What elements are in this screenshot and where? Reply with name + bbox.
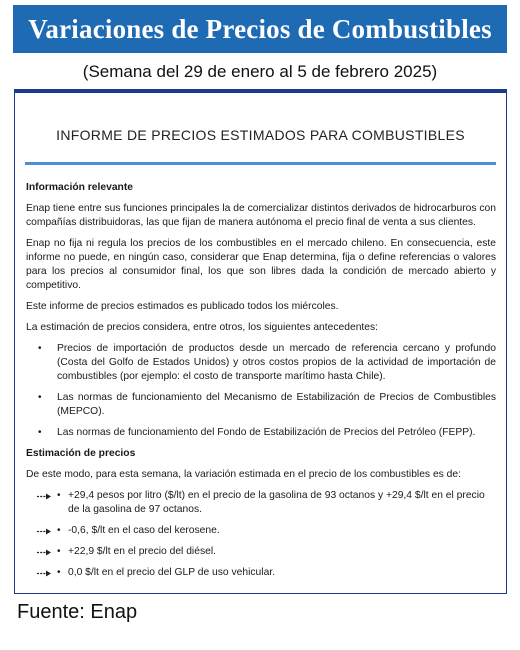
report-title: INFORME DE PRECIOS ESTIMADOS PARA COMBUSTIBLES — [56, 127, 465, 143]
list-item-text: Precios de importación de productos desde un mercado de referencia cercano y profundo (Costa del Golfo de Estados Unidos) y otros costos propios de la actividad de importación de combustibles (por ejemplo: el costo de transporte marítimo hasta Chile). — [57, 343, 496, 382]
list-item-text: Las normas de funcionamiento del Fondo de Estabilización de Precios del Petróleo (FEPP). — [57, 427, 476, 438]
page-title: Variaciones de Precios de Combustibles — [28, 13, 492, 44]
list-item-text: +29,4 pesos por litro ($/lt) en el precio de la gasolina de 93 octanos y +29,4 $/lt en el precio de la gasolina de 97 octanos. — [68, 490, 485, 515]
list-item — [26, 566, 496, 580]
list-item-text: 0,0 $/lt en el precio del GLP de uso vehicular. — [68, 567, 276, 578]
right-arrow-icon — [36, 570, 52, 577]
list-item — [26, 524, 496, 538]
paragraph: La estimación de precios considera, entre otros, los siguientes antecedentes: — [26, 322, 379, 333]
bullet-icon: • — [57, 525, 61, 536]
list-item-text: Las normas de funcionamiento del Mecanismo de Estabilización de Precios de Combustibles (MEPCO). — [57, 392, 496, 417]
list-item — [26, 426, 496, 440]
list-item-text: -0,6, $/lt en el caso del kerosene. — [68, 525, 220, 536]
bullet-icon: • — [38, 427, 42, 438]
paragraph: Enap no fija ni regula los precios de los combustibles en el mercado chileno. En consecuencia, este informe no puede, en ningún caso, considerar que Enap determina, fija o define referencias o valores para los precios al consumidor final, los que son libres dada la condición de mercado abierto y competitivo. — [26, 238, 496, 291]
paragraph: Este informe de precios estimados es publicado todos los miércoles. — [26, 301, 339, 312]
antecedents-list — [26, 342, 496, 440]
section-heading-info: Información relevante — [26, 182, 134, 193]
header-banner — [13, 5, 507, 53]
list-item — [26, 391, 496, 419]
paragraph: De este modo, para esta semana, la variación estimada en el precio de los combustibles es de: — [26, 469, 461, 480]
list-item-text: +22,9 $/lt en el precio del diésel. — [68, 546, 216, 557]
right-arrow-icon — [36, 528, 52, 535]
list-item — [26, 545, 496, 559]
bullet-icon: • — [57, 546, 61, 557]
section-heading-estimate: Estimación de precios — [26, 448, 136, 459]
list-item — [26, 342, 496, 384]
right-arrow-icon — [36, 493, 52, 500]
bullet-icon: • — [57, 567, 61, 578]
bullet-icon: • — [38, 343, 42, 354]
bullet-icon: • — [57, 490, 61, 501]
bullet-icon: • — [38, 392, 42, 403]
paragraph: Enap tiene entre sus funciones principales la de comercializar distintos derivados de hidrocarburos con compañías distribuidoras, las que fijan de manera autónoma el precio final de venta a sus clientes. — [26, 203, 496, 228]
estimates-list — [26, 489, 496, 580]
page-subtitle: (Semana del 29 de enero al 5 de febrero 2025) — [82, 62, 438, 81]
report-content — [26, 181, 496, 587]
right-arrow-icon — [36, 549, 52, 556]
report-card — [14, 89, 507, 594]
list-item — [26, 489, 496, 517]
title-divider — [25, 162, 496, 165]
source-note: Fuente: Enap — [17, 601, 138, 623]
